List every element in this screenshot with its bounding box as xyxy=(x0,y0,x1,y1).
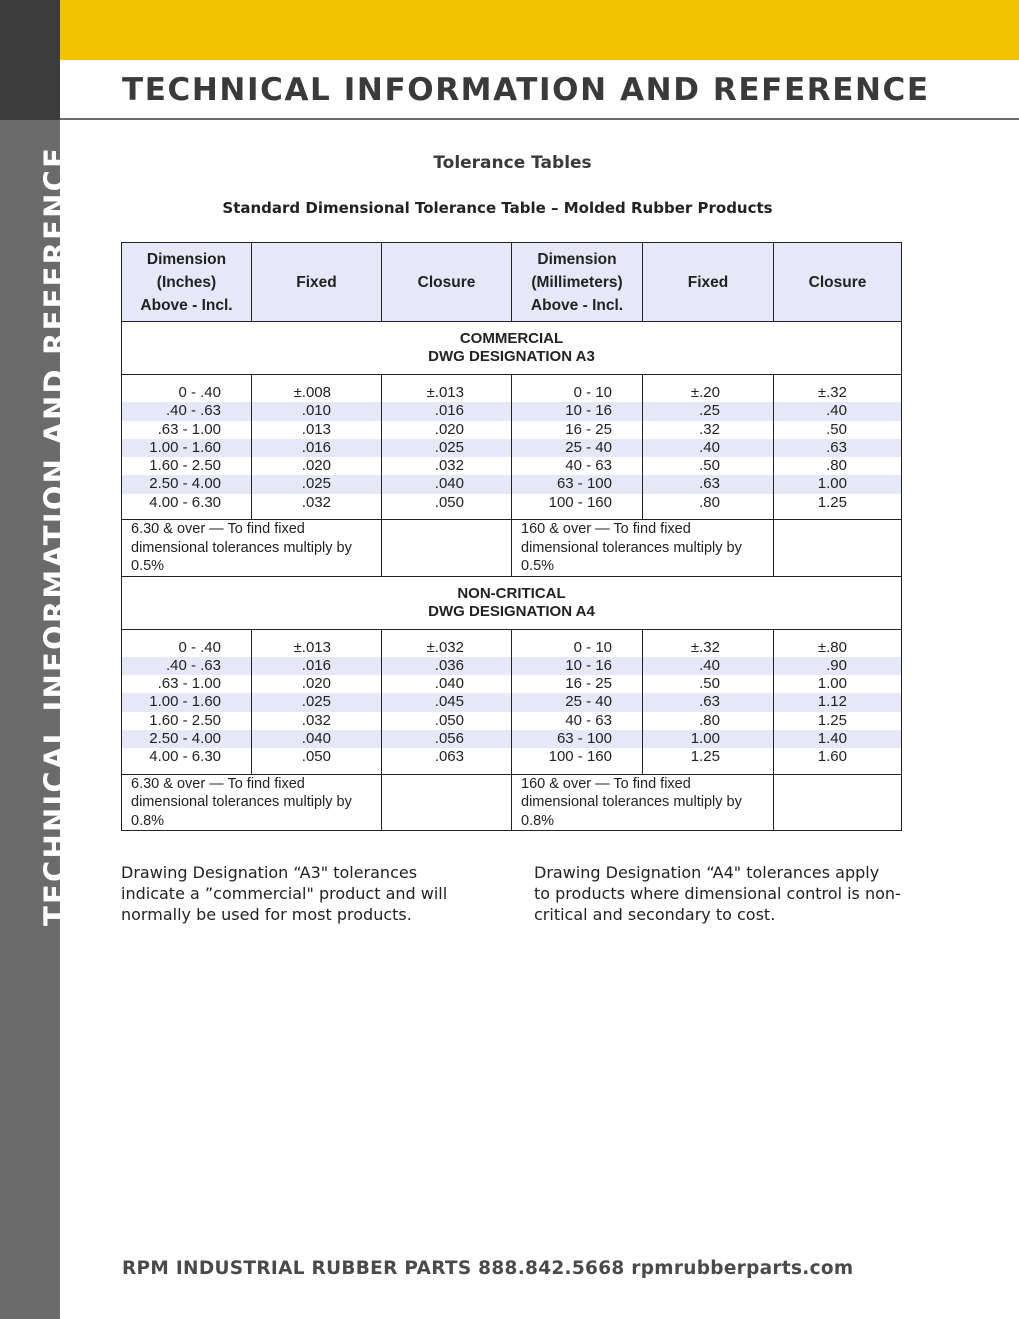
note-paragraph-a3 xyxy=(121,862,491,925)
table-cell: 0 - 10 xyxy=(573,638,612,656)
table-cell: .045 xyxy=(382,693,511,711)
table-cell: 1.00 xyxy=(817,675,847,693)
note-line: 160 & over — To find fixed xyxy=(521,775,691,792)
table-cell: .63 - 1.00 xyxy=(157,420,221,438)
note-inches xyxy=(122,520,382,577)
table-header-row xyxy=(122,243,902,322)
note-line: dimensional tolerances multiply by 0.5% xyxy=(131,539,352,575)
table-cell: .80 xyxy=(699,493,720,511)
header-line: Dimension xyxy=(146,250,227,268)
table-cell: 2.50 - 4.00 xyxy=(122,730,251,748)
table-cell: ±.80 xyxy=(817,638,847,656)
table-cell: .90 xyxy=(774,657,901,675)
table-cell: 1.25 xyxy=(817,711,847,729)
header-closure-mm: Closure xyxy=(774,243,902,322)
table-cell: .032 xyxy=(434,457,464,475)
top-accent-band xyxy=(60,0,1019,60)
footer-contact: RPM INDUSTRIAL RUBBER PARTS 888.842.5668 rpmrubberparts.com xyxy=(122,1258,854,1279)
band-noncritical xyxy=(122,576,902,629)
note-inches xyxy=(122,774,382,831)
table-cell: 40 - 63 xyxy=(565,711,612,729)
table-cell: 0 - 10 xyxy=(573,384,612,401)
table-cell: 4.00 - 6.30 xyxy=(149,748,221,766)
band-commercial xyxy=(122,322,902,375)
header-line: (Inches) xyxy=(156,273,217,291)
table-cell: 1.12 xyxy=(774,693,901,711)
cell-group xyxy=(643,629,774,774)
table-cell: .040 xyxy=(434,675,464,693)
table-cell: .32 xyxy=(699,420,720,438)
table-cell: .025 xyxy=(252,693,381,711)
table-cell: .063 xyxy=(434,748,464,766)
table-cell: 63 - 100 xyxy=(512,730,642,748)
band-row-noncritical xyxy=(122,576,902,629)
table-cell: ±.20 xyxy=(690,384,720,401)
note-line: dimensional tolerances multiply by 0.8% xyxy=(131,794,352,829)
table-title: Standard Dimensional Tolerance Table – Molded Rubber Products xyxy=(222,199,773,217)
cell-group xyxy=(774,629,902,774)
cell-group xyxy=(252,375,382,520)
header-fixed-mm: Fixed xyxy=(643,243,774,322)
cell-group xyxy=(122,629,252,774)
cell-group xyxy=(512,375,643,520)
table-cell: ±.32 xyxy=(690,638,720,656)
note-row-commercial xyxy=(122,520,902,577)
sidebar-header-block xyxy=(0,0,60,120)
header-line: Above - Incl. xyxy=(530,296,624,314)
table-cell: 100 - 160 xyxy=(548,748,612,766)
tolerance-table xyxy=(121,242,902,831)
table-cell: .040 xyxy=(382,475,511,493)
header-line: Above - Incl. xyxy=(140,296,233,314)
table-cell: .63 xyxy=(643,693,773,711)
header-closure: Closure xyxy=(382,243,512,322)
table-cell: ±.013 xyxy=(426,384,464,401)
header-line: (Millimeters) xyxy=(531,273,623,291)
table-cell: .63 - 1.00 xyxy=(157,675,221,693)
header-dimension-mm xyxy=(512,243,643,322)
table-cell: 1.40 xyxy=(774,730,901,748)
note-row-noncritical xyxy=(122,774,902,831)
paragraph-line: Drawing Designation “A3" tolerances xyxy=(121,863,418,882)
band-line: COMMERCIAL xyxy=(459,330,564,347)
table-cell: .025 xyxy=(252,475,381,493)
table-cell: 2.50 - 4.00 xyxy=(122,475,251,493)
empty-cell xyxy=(774,520,902,577)
note-mm xyxy=(512,774,774,831)
table-cell: .40 xyxy=(643,657,773,675)
cell-group xyxy=(252,629,382,774)
table-cell: .50 xyxy=(826,420,847,438)
table-cell: 0 - .40 xyxy=(178,384,221,401)
table-cell: 100 - 160 xyxy=(548,493,612,511)
table-cell: ±.013 xyxy=(293,638,331,656)
band-row-commercial xyxy=(122,322,902,375)
cell-group xyxy=(382,629,512,774)
empty-cell xyxy=(774,774,902,831)
table-cell: .016 xyxy=(252,657,381,675)
table-cell: 25 - 40 xyxy=(512,693,642,711)
band-line: DWG DESIGNATION A4 xyxy=(428,602,595,620)
sidebar-label: TECHNICAL INFORMATION AND REFERENCE xyxy=(38,145,72,926)
table-cell: 1.60 - 2.50 xyxy=(149,711,221,729)
table-cell: 1.00 xyxy=(774,475,901,493)
table-cell: 1.00 - 1.60 xyxy=(122,439,251,457)
table-cell: 63 - 100 xyxy=(512,475,642,493)
paragraph-line: normally be used for most products. xyxy=(121,905,412,924)
data-row-noncritical xyxy=(122,629,902,774)
table-cell: .050 xyxy=(434,711,464,729)
table-cell: ±.032 xyxy=(426,638,464,656)
table-cell: ±.32 xyxy=(817,384,847,401)
table-cell: 40 - 63 xyxy=(565,457,612,475)
table-cell: 10 - 16 xyxy=(512,657,642,675)
note-paragraph-a4 xyxy=(534,862,914,925)
band-line: NON-CRITICAL xyxy=(457,584,566,602)
table-cell: .50 xyxy=(699,675,720,693)
table-cell: .020 xyxy=(301,457,331,475)
table-cell: 16 - 25 xyxy=(565,675,612,693)
table-cell: .036 xyxy=(382,657,511,675)
table-cell: .032 xyxy=(301,493,331,511)
header-dimension-inches xyxy=(122,243,252,322)
data-row-commercial xyxy=(122,375,902,520)
table-cell: .040 xyxy=(252,730,381,748)
table-cell: 1.00 - 1.60 xyxy=(122,693,251,711)
paragraph-line: Drawing Designation “A4" tolerances apply xyxy=(534,863,880,882)
table-cell: .25 xyxy=(643,402,773,420)
table-cell: 16 - 25 xyxy=(565,420,612,438)
cell-group xyxy=(382,375,512,520)
empty-cell xyxy=(382,520,512,577)
table-cell: .40 xyxy=(643,439,773,457)
table-cell: .020 xyxy=(301,675,331,693)
table-cell: 0 - .40 xyxy=(178,638,221,656)
paragraph-line: critical and secondary to cost. xyxy=(534,905,776,924)
note-line: dimensional tolerances multiply by 0.8% xyxy=(521,794,742,829)
table-cell: 1.25 xyxy=(817,493,847,511)
table-cell: .032 xyxy=(301,711,331,729)
section-title: Tolerance Tables xyxy=(433,153,592,173)
note-line: 160 & over — To find fixed xyxy=(521,521,691,538)
table-cell: 25 - 40 xyxy=(512,439,642,457)
table-cell: .016 xyxy=(382,402,511,420)
band-line: DWG DESIGNATION A3 xyxy=(428,348,595,365)
table-cell: 4.00 - 6.30 xyxy=(149,493,221,511)
table-cell: 10 - 16 xyxy=(512,402,642,420)
table-cell: .40 - .63 xyxy=(122,657,251,675)
table-cell: .016 xyxy=(252,439,381,457)
table-cell: 1.25 xyxy=(690,748,720,766)
table-cell: .013 xyxy=(301,420,331,438)
paragraph-line: to products where dimensional control is non- xyxy=(534,884,901,903)
note-line: 6.30 & over — To find fixed xyxy=(131,521,305,538)
cell-group xyxy=(643,375,774,520)
table-cell: .050 xyxy=(301,748,331,766)
table-cell: .63 xyxy=(643,475,773,493)
cell-group xyxy=(122,375,252,520)
cell-group xyxy=(774,375,902,520)
table-cell: .010 xyxy=(252,402,381,420)
table-cell: .80 xyxy=(699,711,720,729)
table-cell: .020 xyxy=(434,420,464,438)
table-cell: .40 xyxy=(774,402,901,420)
cell-group xyxy=(512,629,643,774)
header-fixed: Fixed xyxy=(252,243,382,322)
table-cell: .50 xyxy=(699,457,720,475)
table-cell: .025 xyxy=(382,439,511,457)
table-cell: .050 xyxy=(434,493,464,511)
note-line: dimensional tolerances multiply by 0.5% xyxy=(521,539,742,575)
table-cell: .056 xyxy=(382,730,511,748)
table-cell: 1.60 xyxy=(817,748,847,766)
table-cell: .40 - .63 xyxy=(122,402,251,420)
header-divider xyxy=(60,118,1019,120)
note-mm xyxy=(512,520,774,577)
table-cell: 1.60 - 2.50 xyxy=(149,457,221,475)
table-cell: .80 xyxy=(826,457,847,475)
paragraph-line: indicate a ”commercial" product and will xyxy=(121,884,448,903)
header-line: Dimension xyxy=(537,250,617,268)
note-line: 6.30 & over — To find fixed xyxy=(131,775,305,792)
empty-cell xyxy=(382,774,512,831)
table-cell: 1.00 xyxy=(643,730,773,748)
page-title: TECHNICAL INFORMATION AND REFERENCE xyxy=(122,72,930,108)
table-cell: ±.008 xyxy=(293,384,331,401)
table-cell: .63 xyxy=(774,439,901,457)
